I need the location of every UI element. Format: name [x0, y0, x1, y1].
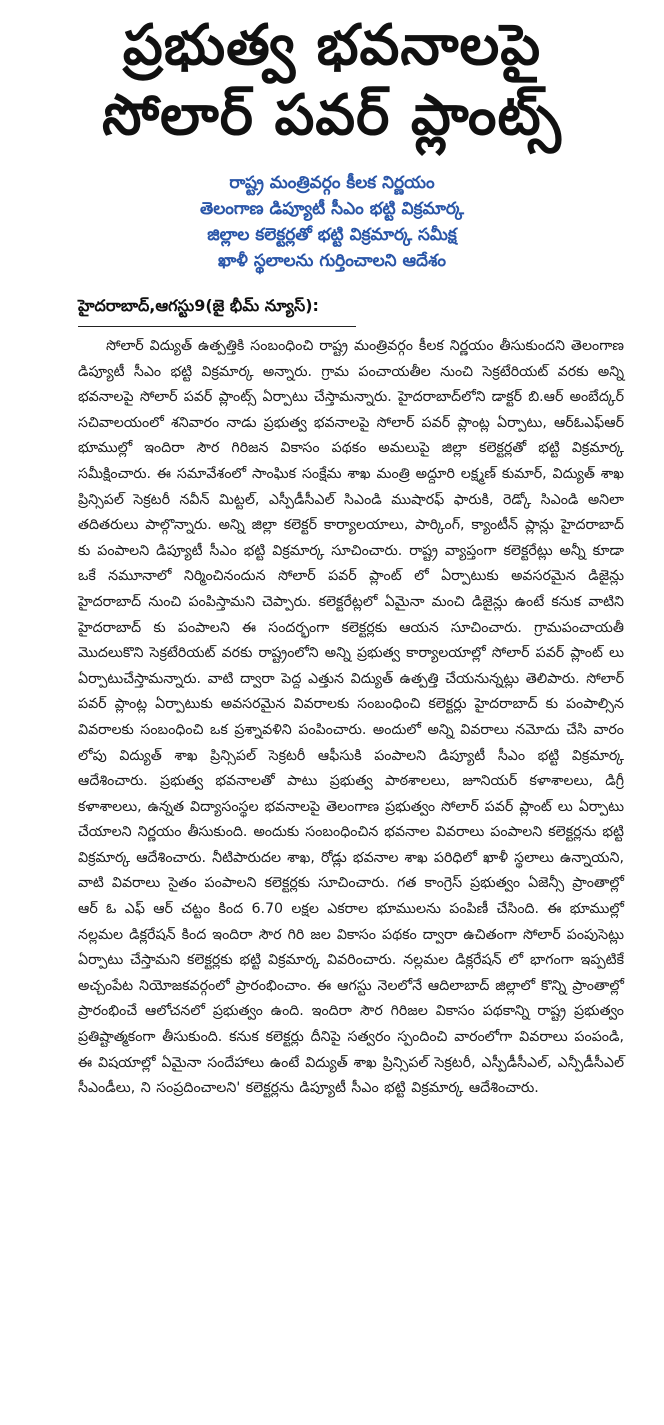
headline-line-2: సోలార్ పవర్ ప్లాంట్స్ [102, 83, 562, 148]
headline-line-1: ప్రభుత్వ భవనాలపై [122, 13, 542, 78]
subheading: జిల్లాల కలెక్టర్లతో భట్టి విక్రమార్క సమీక్ష [207, 225, 457, 245]
dateline-divider [78, 326, 356, 327]
article-body: సోలార్ విద్యుత్ ఉత్పత్తికి సంబంధించి రాష్ట్ర మంత్రివర్గం కీలక నిర్ణయం తీసుకుందని తెలంగాణ డిప్యూటీ సీఎం భట్టి విక్రమార్క అన్నారు. గ్రామ పంచాయతీల నుంచి సెక్రటేరియట్ వరకు అన్ని భవనాలపై సోలార్ పవర్ ప్లాంట్స్ ఏర్పాటు చేస్తామన్నారు. హైదరాబాద్‌లోని డాక్టర్ బి.ఆర్ అంబేద్కర్ సచివాలయంలో శనివారం నాడు ప్రభుత్వ భవనాలపై సోలార్ పవర్ ప్లాంట్ల ఏర్పాటు, ఆర్‌ఓఎఫ్‌ఆర్ భూముల్లో ఇందిరా సౌర గిరిజన వికాసం పథకం అమలుపై జిల్లా కలెక్టర్లతో భట్టి విక్రమార్క సమీక్షించారు. ఈ సమావేశంలో సాంఘిక సంక్షేమ శాఖ మంత్రి అద్దూరి లక్ష్మణ్ కుమార్, విద్యుత్ శాఖ ప్రిన్సిపల్ సెక్రటరీ నవీన్ మిట్టల్, ఎస్పీడీసీఎల్ సిఎండి ముషారఫ్ ఫారుకి, రెడ్కో సిఎండి అనిలా తదితరులు పాల్గొన్నారు. అన్ని జిల్లా కలెక్టర్ కార్యాలయాలు, పార్కింగ్, క్యాంటీన్ ప్లాన్లు హైదరాబాద్ కు పంపాలని డిప్యూటీ సీఎం భట్టి విక్రమార్క సూచించారు. రాష్ట్ర వ్యాప్తంగా కలెక్టరేట్లు అన్నీ కూడా ఒకే నమూనాలో నిర్మించినందున సోలార్ పవర్ ప్లాంట్ లో ఏర్పాటుకు అవసరమైన డిజైన్లు హైదరాబాద్ నుంచి పంపిస్తామని చెప్పారు. కలెక్టరేట్లలో ఏమైనా మంచి డిజైన్లు ఉంటే కనుక వాటిని హైదరాబాద్ కు పంపాలని ఈ సందర్భంగా కలెక్టర్లకు ఆయన సూచించారు. గ్రామపంచాయతీ మొదలుకొని సెక్రటేరియట్ వరకు రాష్ట్రంలోని అన్ని ప్రభుత్వ కార్యాలయాల్లో సోలార్ పవర్ ప్లాంట్ లు ఏర్పాటుచేస్తామన్నారు. వాటి ద్వారా పెద్ద ఎత్తున విద్యుత్ ఉత్పత్తి చేయనున్నట్లు తెలిపారు. సోలార్ పవర్ ప్లాంట్ల ఏర్పాటుకు అవసరమైన వివరాలకు సంబంధించి కలెక్టర్లు హైదరాబాద్ కు పంపాల్సిన వివరాలకు సంబంధించి ఒక ప్రశ్నావళిని పంపించారు. అందులో అన్ని వివరాలు నమోదు చేసి వారం లోపు విద్యుత్ శాఖ ప్రిన్సిపల్ సెక్రటరీ ఆఫీసుకి పంపాలని డిప్యూటీ సీఎం భట్టి విక్రమార్క ఆదేశించారు. ప్రభుత్వ భవనాలతో పాటు ప్రభుత్వ పాఠశాలలు, జూనియర్ కళాశాలలు, డిగ్రీ కళాశాలలు, ఉన్నత విద్యాసంస్థల భవనాలపై తెలంగాణ ప్రభుత్వం సోలార్ పవర్ ప్లాంట్ లు ఏర్పాటు చేయాలని నిర్ణయం తీసుకుంది. అందుకు సంబంధించిన భవనాల వివరాలు పంపాలని కలెక్టర్లను భట్టి విక్రమార్క ఆదేశించారు. నీటిపారుదల శాఖ, రోడ్లు భవనాల శాఖ పరిధిలో ఖాళీ స్థలాలు ఉన్నాయని, వాటి వివరాలు సైతం పంపాలని కలెక్టర్లకు సూచించారు. గత కాంగ్రెస్ ప్రభుత్వం ఏజెన్సీ ప్రాంతాల్లో ఆర్ ఓ ఎఫ్ ఆర్ చట్టం కింద 6.70 లక్షల ఎకరాల భూములను పంపిణీ చేసింది. ఈ భూముల్లో నల్లమల డిక్లరేషన్ కింద ఇందిరా సౌర గిరి జల వికాసం పథకం ద్వారా ఉచితంగా సోలార్ పంపుసెట్లు ఏర్పాటు చేస్తామని కలెక్టర్లకు భట్టి విక్రమార్క వివరించారు. నల్లమల డిక్లరేషన్ లో భాగంగా ఇప్పటికే అచ్చంపేట నియోజకవర్గంలో ప్రారంభించాం. ఈ ఆగస్టు నెలలోనే ఆదిలాబాద్ జిల్లాలో కొన్ని ప్రాంతాల్లో ప్రారంభించే ఆలోచనలో ప్రభుత్వం ఉంది. ఇందిరా సౌర గిరిజల వికాసం పథకాన్ని రాష్ట్ర ప్రభుత్వం ప్రతిష్టాత్మకంగా తీసుకుంది. కనుక కలెక్టర్లు దీనిపై సత్వరం స్పందించి వారంలోగా వివరాలు పంపండి, ఈ విషయాల్లో ఏమైనా సందేహాలు ఉంటే విద్యుత్ శాఖ ప్రిన్సిపల్ సెక్రటరీ, ఎస్పీడీసీఎల్, ఎన్పీడీసీఎల్ సీఎండీలు, ని సంప్రదించాలని' కలెక్టర్లను డిప్యూటీ సీఎం భట్టి విక్రమార్క ఆదేశించారు. [78, 338, 624, 1097]
subheading: ఖాళీ స్థలాలను గుర్తించాలని ఆదేశం [217, 251, 447, 271]
dateline: హైదరాబాద్,ఆగస్టు9(జై భీమ్ న్యూస్): [78, 296, 319, 315]
subheading: తెలంగాణ డిప్యూటీ సీఎం భట్టి విక్రమార్క [199, 199, 464, 219]
subheading: రాష్ట్ర మంత్రివర్గం కీలక నిర్ణయం [229, 173, 435, 193]
subheadings [0, 170, 664, 274]
